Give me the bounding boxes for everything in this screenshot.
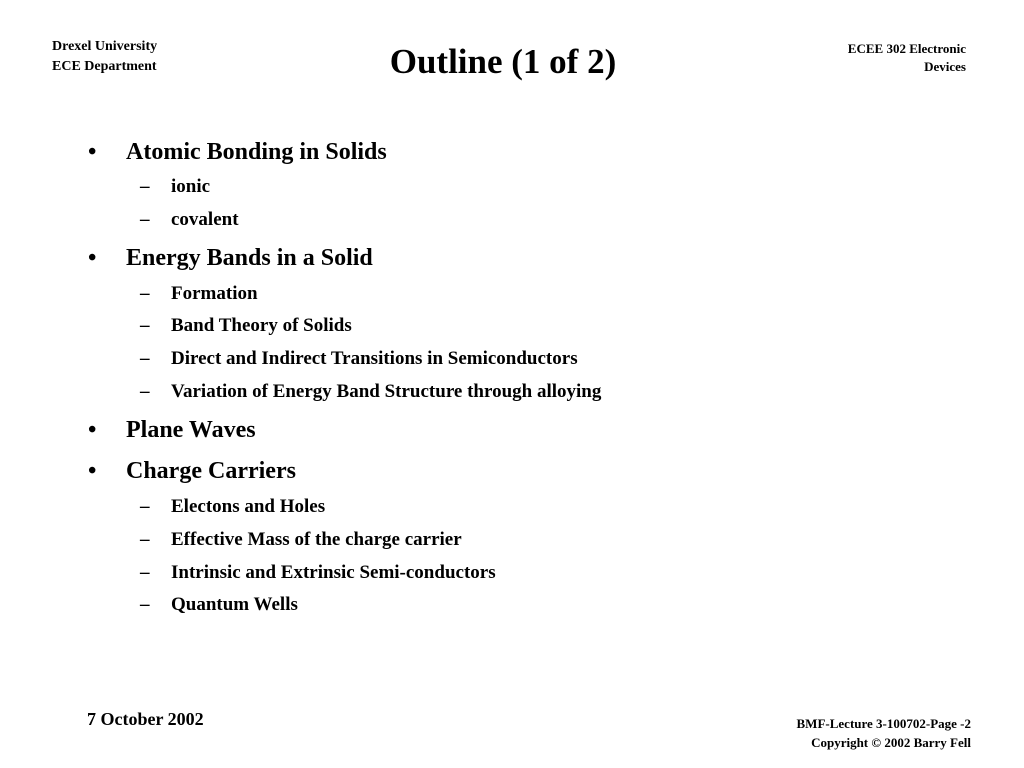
dash-icon: –	[140, 381, 150, 402]
bullet-icon: •	[88, 245, 97, 271]
section-title: Energy Bands in a Solid	[126, 245, 373, 271]
footer-date: 7 October 2002	[87, 709, 204, 729]
item-text: Variation of Energy Band Structure through alloying	[171, 381, 602, 402]
item-text: Electons and Holes	[171, 496, 326, 517]
item-text: Direct and Indirect Transitions in Semiconductors	[171, 348, 578, 369]
section-title: Atomic Bonding in Solids	[126, 139, 387, 165]
section-title: Charge Carriers	[126, 458, 296, 484]
university-name: Drexel University	[52, 39, 158, 54]
dash-icon: –	[140, 496, 150, 517]
slide-title: Outline (1 of 2)	[389, 42, 617, 81]
item-text: Formation	[171, 283, 258, 304]
course-name-line2: Devices	[924, 59, 966, 74]
lecture-page-id: BMF-Lecture 3-100702-Page -2	[796, 716, 971, 731]
copyright-notice: Copyright © 2002 Barry Fell	[811, 735, 971, 750]
bullet-icon: •	[88, 139, 97, 165]
footer-credits	[797, 714, 971, 752]
department-name: ECE Department	[52, 59, 157, 74]
dash-icon: –	[140, 283, 150, 304]
dash-icon: –	[140, 529, 150, 550]
item-text: Intrinsic and Extrinsic Semi-conductors	[171, 562, 496, 583]
course-name-line1: ECEE 302 Electronic	[847, 41, 966, 56]
item-text: ionic	[171, 176, 211, 197]
bullet-icon: •	[88, 458, 97, 484]
item-text: Band Theory of Solids	[171, 315, 352, 336]
dash-icon: –	[140, 562, 150, 583]
dash-icon: –	[140, 348, 150, 369]
bullet-icon: •	[88, 417, 97, 443]
section-title: Plane Waves	[126, 417, 256, 443]
item-text: Effective Mass of the charge carrier	[171, 529, 462, 550]
item-text: Quantum Wells	[171, 594, 298, 615]
dash-icon: –	[140, 176, 150, 197]
dash-icon: –	[140, 315, 150, 336]
dash-icon: –	[140, 209, 150, 230]
dash-icon: –	[140, 594, 150, 615]
item-text: covalent	[171, 209, 239, 230]
